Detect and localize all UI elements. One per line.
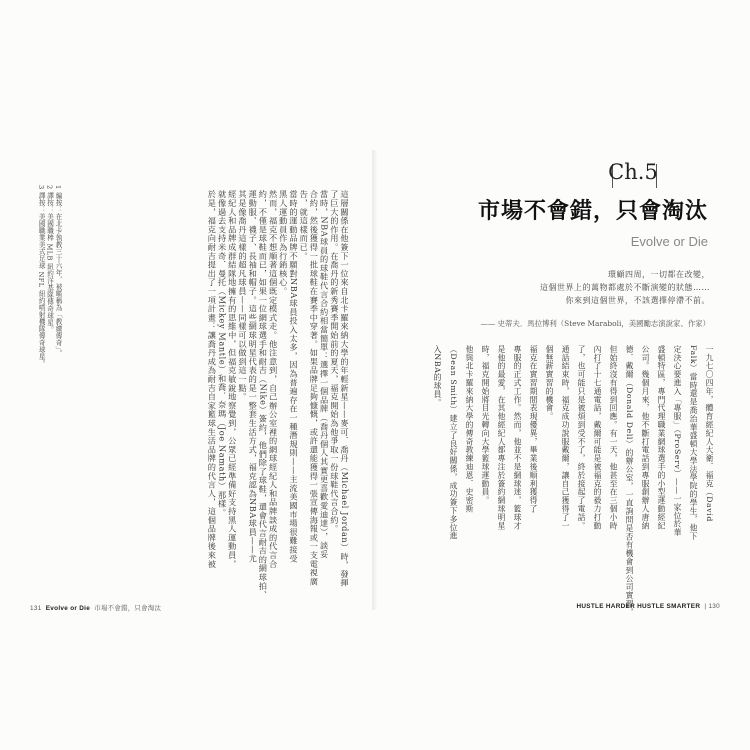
text-column: Falk）當時還是喬治華盛頓大學法學院的學生，他下 xyxy=(689,345,698,541)
left-page-footnotes xyxy=(30,185,62,545)
text-column: 通話結束時，福克成功說服戴爾，讓自己獲得了一 xyxy=(561,345,570,530)
text-column: 但始終沒有得到回應。有一天，他甚至在三個小時 xyxy=(609,345,618,530)
text-column: 時，福克開始將目光轉向大學籃球運動員。 xyxy=(481,345,490,505)
text-column: 德．戴爾（Donald Dell）的辦公室，一直詢問是否有機會到公司實習， xyxy=(625,345,634,617)
left-footer-chapter: 市場不會錯，只會淘汰 xyxy=(94,605,162,612)
text-column: （Dean Smith）建立了良好關係，成功簽下多位進 xyxy=(449,345,458,541)
text-column: 其是像喬丹這樣的超凡球員——同樣可以做到這一點。 xyxy=(237,190,248,402)
text-column: 於是，福克向耐吉提出了一項計畫：讓喬丹成為耐吉自家籃球生活品牌的代言人，這個品牌後來被 xyxy=(207,190,218,569)
epigraph-line: 環顧四周，一切都在改變， xyxy=(608,270,710,279)
text-column: 他與北卡羅來納大學的傳奇教練迪恩．史密斯 xyxy=(465,345,474,513)
left-page-number: 131 xyxy=(30,605,42,612)
left-footer-book: Evolve or Die xyxy=(45,605,91,612)
text-column: 就像過去支持米奇．曼托（Mickey Mantle）和喬．奈瑪（Joe Namath）那樣。 xyxy=(217,190,228,518)
chapter-subtitle: Evolve or Die xyxy=(630,234,708,249)
epigraph xyxy=(430,268,710,307)
text-column: 公司。幾個月來，他不斷打電話到專服創辦人唐納 xyxy=(641,345,650,530)
text-column: 是他的最愛，在其他經紀人都專注於簽約網球明星 xyxy=(497,345,506,530)
text-column: 約，不僅是球鞋而已，如果一位網球選手和耐吉（Nike）簽約，他們除了球鞋，還會代言耐吉的網球拍、 xyxy=(258,190,269,600)
text-column: 合約，然後獲得一批球鞋在賽季中穿著。如果品牌足夠慷慨，或許還能獲得一張宣傳海報或一支電視廣 xyxy=(309,190,320,586)
right-footer-book: HUSTLE HARDER HUSTLE SMARTER xyxy=(576,603,701,610)
text-column: 經紀人和品牌成群結隊地擁有的思維中，但福克敏銳地察覺到，公眾已經準備好支持黑人運動員， xyxy=(227,190,238,569)
text-column: 福克在實習期間表現優異，畢業後順利獲得了 xyxy=(529,345,538,513)
text-column: 個無薪實習的機會。 xyxy=(545,345,554,421)
epigraph-line: 你來到這個世界，不該選擇停滯不前。 xyxy=(565,296,710,305)
epigraph-attribution: —— 史蒂夫．馬拉博利（Steve Maraboli，美國勵志演說家、作家） xyxy=(480,319,710,328)
text-column: 入NBA的球員。 xyxy=(433,345,442,407)
text-column: 黑人運動員作為行銷核心。 xyxy=(278,190,289,296)
left-page-body xyxy=(112,190,350,600)
text-column: 盛頓特區，專門代理職業網球選手的小型運動經紀 xyxy=(657,345,666,530)
text-column: 當時，NBA球員的球鞋代言合約相當簡單：選擇一個品牌（喬丹個人其實更喜歡愛迪達），談妥 xyxy=(319,190,330,559)
text-column: 定決心要進入「專服」（ProServ）——一家位於華 xyxy=(673,345,682,537)
page-gutter xyxy=(372,150,378,610)
text-column: 這層關係在他簽下一位來自北卡羅來納大學的年輕新星——麥可．喬丹（Michael Jordan）時，發揮 xyxy=(340,190,350,588)
text-column: 運動服、襪子、長袖和帽子。這些網球明星代表的是一整套生活方式，福克認為NBA球員——尤 xyxy=(248,190,259,563)
epigraph-line: 這個世界上的萬物都處於不斷演變的狀態…… xyxy=(540,283,710,292)
chapter-title: 市場不會錯，只會淘汰 xyxy=(478,199,709,224)
left-footer xyxy=(30,603,161,612)
text-column: 專服的正式工作。然而，他並不是網球迷，籃球才 xyxy=(513,345,522,530)
text-column: 然而，福克不想順著這個既定模式走。他注意到，自己辦公室裡的網球經紀人和品牌談成的代言合 xyxy=(268,190,279,569)
chapter-number: Ch.5 xyxy=(608,160,658,184)
text-column: 了巨大的作用。在喬丹的新秀賽季開始前的夏天，福克開始為他爭取一份球鞋代言合約。 xyxy=(329,190,340,534)
text-column: 告，就這樣而已。 xyxy=(299,190,310,261)
text-column: 了，也可能只是被煩到受不了，終於接起了電話。 xyxy=(577,345,586,530)
footnote: 2 譯按：美國職棒 MLB 紐約洋基隊傳奇球星。 xyxy=(45,185,54,334)
text-column: 一九七〇四年，體育經紀人大衛．福克（David xyxy=(705,345,714,522)
right-footer: HUSTLE HARDER HUSTLE SMARTER | 130 xyxy=(576,603,720,610)
text-column: 內打了十七通電話，戴爾可能是被福克的毅力打動 xyxy=(593,345,602,530)
text-column: 當時的運動品牌不願對NBA球員投入太多，因為普遍存在一種潛規則——主流美國市場很難接受 xyxy=(288,190,299,563)
right-page-number: 130 xyxy=(708,603,720,610)
footnote: 3 譯按：美國職業美式足球 NFL 紐約噴射機隊傳奇球星。 xyxy=(37,185,46,368)
footnote: 1 編按：在北卡執教三十六年，被暱稱為「教練傳奇」。 xyxy=(54,185,62,357)
